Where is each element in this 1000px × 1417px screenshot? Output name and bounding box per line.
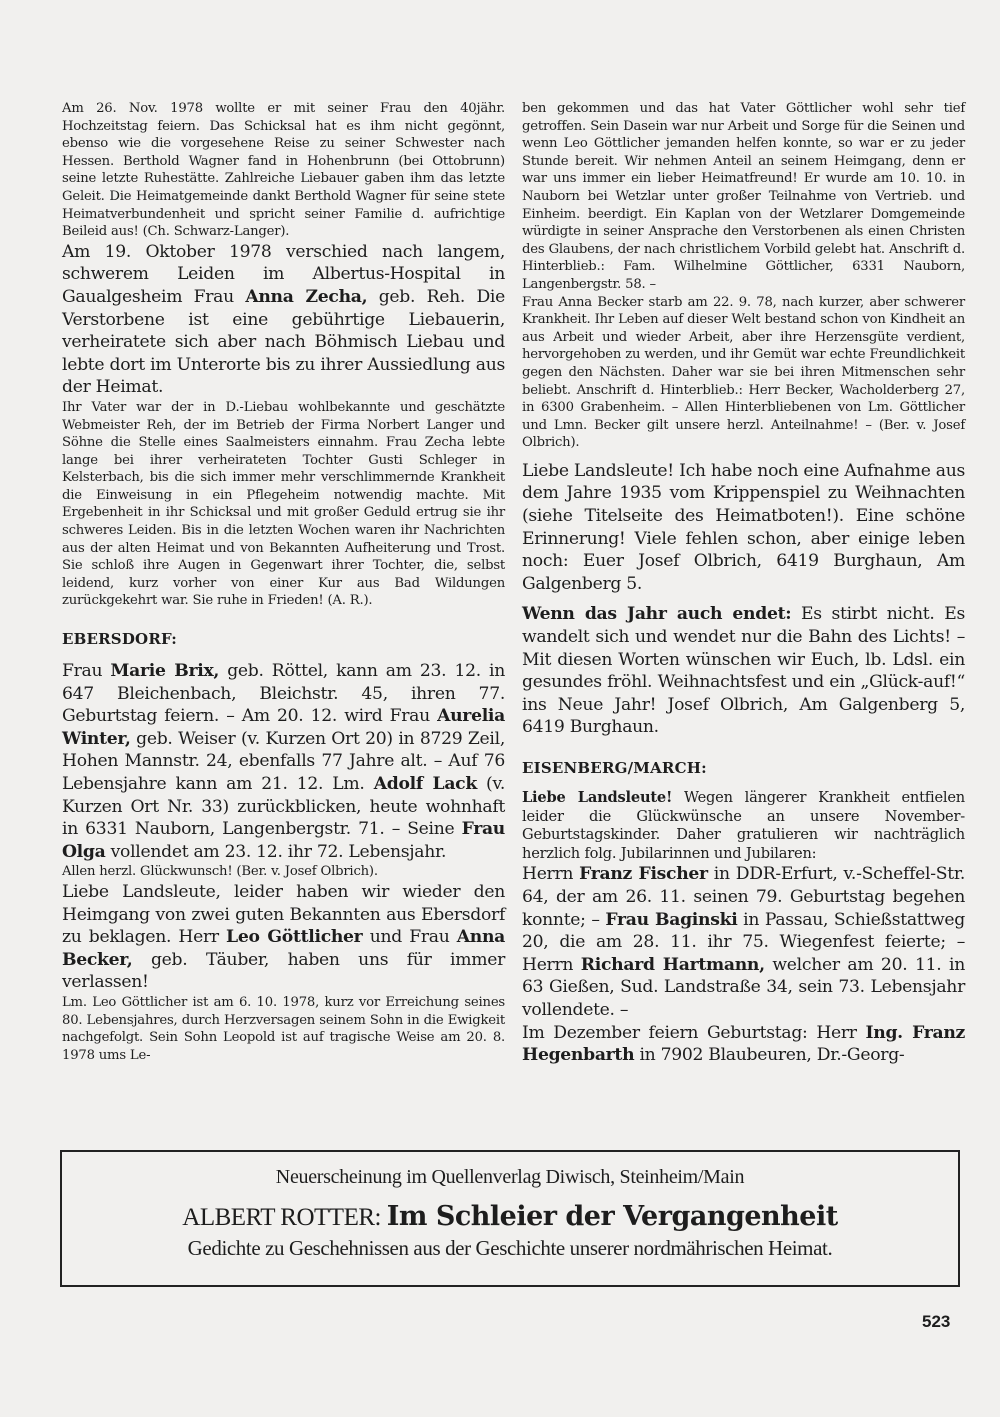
text-segment: Herrn <box>522 864 580 885</box>
paragraph <box>522 603 965 739</box>
text-segment: Allen herzl. Glückwunsch! (Ber. v. Josef Olbrich). <box>62 864 378 880</box>
text-segment: in DDR-Erfurt, v.-Scheffel-Str. 64, der am 26. 11. seinen 79. Geburtstag begehen konnte; – <box>522 864 966 930</box>
paragraph <box>522 100 965 294</box>
bold-name: Anna Becker, <box>62 927 505 970</box>
paragraph <box>62 660 505 863</box>
text-segment: geb. Reh. Die Verstorbene ist eine gebührtige Liebauerin, verheiratete sich aber nach Böhmisch Liebau und lebte dort im Unterorte bis zu ihrer Aussiedlung aus der Heimat. <box>62 286 505 398</box>
ad-subtitle: Gedichte zu Geschehnissen aus der Geschichte unserer nordmährischen Heimat. <box>187 1236 833 1260</box>
paragraph <box>62 100 505 241</box>
text-segment: Im Dezember feiern Geburtstag: Herr <box>522 1022 866 1043</box>
text-segment: geb. Täuber, haben uns für immer verlassen! <box>62 949 505 993</box>
text-segment: vollendet am 23. 12. ihr 72. Lebensjahr. <box>105 841 447 862</box>
bold-name: Anna Zecha, <box>245 286 368 307</box>
ad-publisher-line: Neuerscheinung im Quellenverlag Diwisch, Steinheim/Main <box>275 1166 745 1188</box>
text-segment: Am 19. Oktober 1978 verschied nach langem, schwerem Leiden im Albertus-Hospital in Gaualgesheim Frau <box>62 241 505 307</box>
bold-name: Leo Göttlicher <box>226 927 363 948</box>
paragraph <box>522 789 965 863</box>
text-segment: EBERSDORF: <box>62 630 178 649</box>
ad-title-line <box>62 1201 958 1232</box>
bold-name: Frau Olga <box>62 819 505 862</box>
text-segment: geb. Röttel, kann am 23. 12. in 647 Bleichenbach, Bleichstr. 45, ihren 77. Geburtstag feiern. – Am 20. 12. wird Frau <box>62 661 505 727</box>
bold-name: Richard Hartmann, <box>580 954 765 975</box>
bold-name: Adolf Lack <box>373 774 477 794</box>
bold-name: Wenn das Jahr auch endet: <box>522 604 792 625</box>
paragraph <box>62 241 505 399</box>
text-segment: Liebe Landsleute! Ich habe noch eine Aufnahme aus dem Jahre 1935 vom Krippenspiel zu Weihnachten (siehe Titelseite des Heimatboten!). Eine schöne Erinnerung! Viele fehlen schon, aber einige leben noch: Euer Josef Olbrich, 6419 Burghaun, Am Galgenberg 5. <box>522 460 965 594</box>
text-segment: in Passau, Schießstattweg 20, die am 28. 11. ihr 75. Wiegenfest feierte; – Herrn <box>522 909 965 975</box>
bold-name: Franz Fischer <box>579 864 708 885</box>
text-segment: Es stirbt nicht. Es wandelt sich und wendet nur die Bahn des Lichts! – Mit diesen Worten wünschen wir Euch, lb. Ldsl. ein gesundes fröhl. Weihnachtsfest und ein „Glück-auf!“ ins Neue Jahr! Josef Olbrich, Am Galgenberg 5, 6419 Burghaun. <box>522 604 965 738</box>
ad-author: ALBERT ROTTER: <box>182 1204 381 1231</box>
right-column <box>522 100 965 1067</box>
left-column <box>62 100 505 1064</box>
ad-book-title: Im Schleier der Vergangenheit <box>386 1201 838 1232</box>
paragraph <box>62 863 505 881</box>
paragraph <box>62 994 505 1064</box>
bold-name: Marie Brix, <box>110 661 220 682</box>
text-segment: Wegen längerer Krankheit entfielen leider die Glückwünsche an unsere November-Geburtstagskinder. Daher gratulieren wir nachträglich herzlich folg. Jubilarinnen und Jubilaren: <box>522 789 965 862</box>
text-segment: Frau <box>62 661 111 682</box>
paragraph <box>522 460 965 596</box>
text-segment: EISENBERG/MARCH: <box>522 759 707 777</box>
text-segment: in 7902 Blaubeuren, Dr.-Georg- <box>634 1045 905 1066</box>
paragraph <box>62 399 505 610</box>
bold-name: Aurelia Winter, <box>62 706 505 749</box>
paragraph <box>62 881 505 994</box>
text-segment: geb. Weiser (v. Kurzen Ort 20) in 8729 Zeil, Hohen Mannstr. 24, ebenfalls 77 Jahre alt. – Auf 76 Lebensjahre kann am 21. 12. Lm. <box>62 728 505 794</box>
text-segment: Frau Anna Becker starb am 22. 9. 78, nach kurzer, aber schwerer Krankheit. Ihr Leben auf dieser Welt bestand schon von Kindheit an aus Arbeit und wieder Arbeit, aber ihre Herzensgüte verdient, hervorgehoben zu werden, und ihr Gemüt war echte Freundlichkeit gegen den Nächsten. Daher war sie bei ihren Mitmenschen sehr beliebt. Anschrift d. Hinterblieb.: Herr Becker, Wacholderberg 27, in 6300 Grabenheim. – Allen Hinterbliebenen von Lm. Göttlicher und Lmn. Becker gilt unsere herzl. Anteilnahme! – (Ber. v. Josef Olbrich). <box>522 294 965 451</box>
text-segment: ben gekommen und das hat Vater Göttlicher wohl sehr tief getroffen. Sein Dasein war nur Arbeit und Sorge für die Seinen und wenn Leo Göttlicher jemanden helfen konnte, so war er zu jeder Stunde bereit. Wir nehmen Anteil an seinem Heimgang, denn er war uns immer ein lieber Heimatfreund! Er wurde am 10. 10. in Nauborn bei Wetzlar unter großer Teilnahme von Vertrieb. und Einheim. beerdigt. Ein Kaplan von der Wetzlarer Domgemeinde würdigte in seiner Ansprache den Verstorbenen als einen Christen des Glaubens, der nach christlichem Vorbild gelebt hat. Anschrift d. Hinterblieb.: Fam. Wilhelmine Göttlicher, 6331 Nauborn, Langenbergstr. 58. – <box>522 101 965 292</box>
text-segment: (v. Kurzen Ort Nr. 33) zurückblicken, heute wohnhaft in 6331 Nauborn, Langenbergstr. 71. – Seine <box>62 774 505 840</box>
bold-name: Ing. Franz Hegenbarth <box>522 1022 966 1066</box>
section-heading <box>522 759 965 777</box>
paragraph <box>522 294 965 452</box>
book-advertisement-box <box>60 1150 960 1287</box>
text-segment: Liebe Landsleute, leider haben wir wieder den Heimgang von zwei guten Bekannten aus Ebersdorf zu beklagen. Herr <box>62 881 505 948</box>
bold-name: Frau Baginski <box>605 909 738 930</box>
text-segment: welcher am 20. 11. in 63 Gießen, Sud. Landstraße 34, sein 73. Lebensjahr vollendete. – <box>522 954 965 1020</box>
text-segment: Ihr Vater war der in D.-Liebau wohlbekannte und geschätzte Webmeister Reh, der im Betrieb der Firma Norbert Langer und Söhne die Stelle eines Saalmeisters einnahm. Frau Zecha lebte lange bei ihrer verheirateten Tochter Gusti Schleger in Kelsterbach, bis die sich immer mehr verschlimmernde Krankheit die Einweisung in ein Pflegeheim notwendig machte. Mit Ergebenheit in ihr Schicksal und mit großer Geduld ertrug sie ihr schweres Leiden. Bis in die letzten Wochen waren ihr Nachrichten aus der alten Heimat und von Bekannten Aufheiterung und Trost. Sie schloß ihre Augen in Gegenwart ihrer Tochter, die, selbst leidend, kurz vorher von einer Kur aus Bad Wildungen zurückgekehrt war. Sie ruhe in Frieden! (A. R.). <box>62 399 505 609</box>
text-segment: und Frau <box>362 927 457 948</box>
page-number: 523 <box>922 1312 951 1331</box>
paragraph <box>522 1022 965 1067</box>
bold-name: Liebe Landsleute! <box>522 789 673 806</box>
section-heading <box>62 630 505 648</box>
text-segment: Lm. Leo Göttlicher ist am 6. 10. 1978, kurz vor Erreichung seines 80. Lebensjahres, durch Herzversagen seinem Sohn in die Ewigkeit nachgefolgt. Sein Sohn Leopold ist auf tragische Weise am 20. 8. 1978 ums Le- <box>62 994 505 1063</box>
text-segment: Am 26. Nov. 1978 wollte er mit seiner Frau den 40jähr. Hochzeitstag feiern. Das Schicksal hat es ihm nicht gegönnt, ebenso wie die vorgesehene Reise zu seiner Schwester nach Hessen. Berthold Wagner fand in Hohenbrunn (bei Ottobrunn) seine letzte Ruhestätte. Zahlreiche Liebauer gaben ihm das letzte Geleit. Die Heimatgemeinde dankt Berthold Wagner für seine stete Heimatverbundenheit und spricht seiner Familie d. aufrichtige Beileid aus! (Ch. Schwarz-Langer). <box>62 101 505 240</box>
paragraph <box>522 863 965 1021</box>
